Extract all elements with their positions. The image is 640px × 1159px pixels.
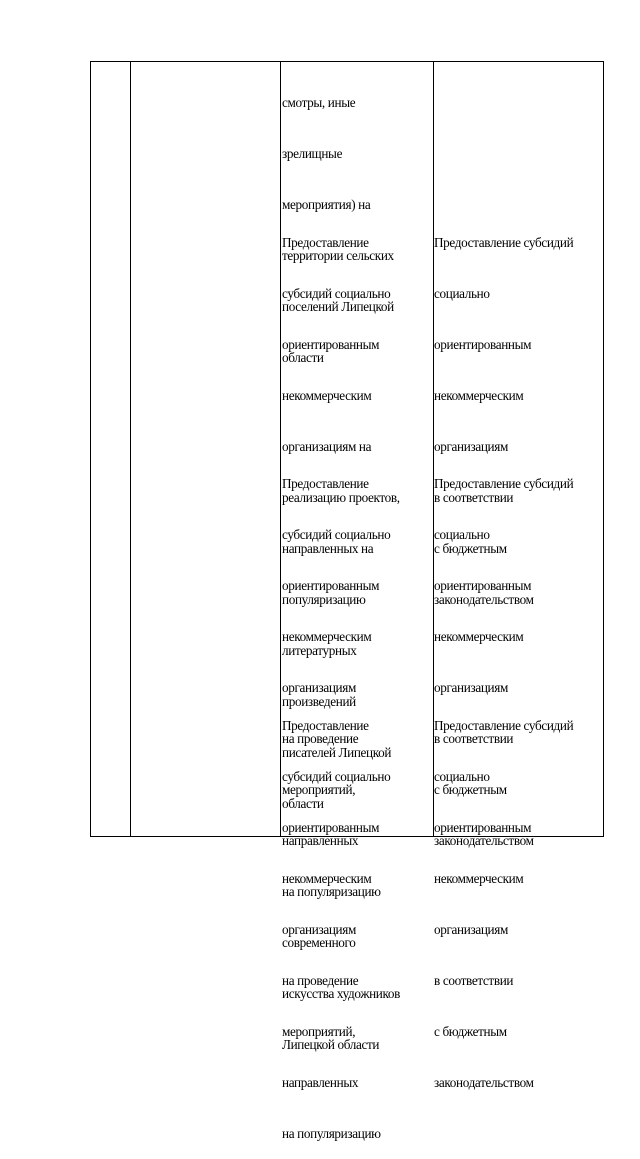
- row-4-activity-line: направленных: [282, 1075, 359, 1090]
- row-3-mechanism-line: с бюджетным: [434, 782, 507, 797]
- row-3-activity-line: мероприятий,: [282, 782, 356, 797]
- row-3-mechanism-line: организациям: [434, 680, 508, 695]
- row-4-activity-line: мероприятий,: [282, 1024, 356, 1039]
- row-3-mechanism-line: социально: [434, 527, 490, 542]
- row-3-activity-line: современного: [282, 935, 356, 950]
- row-3-activity-line: Предоставление: [282, 476, 369, 491]
- row-2-activity-line: произведений: [282, 694, 356, 709]
- row-4-mechanism-line: организациям: [434, 922, 508, 937]
- row-3-mechanism-line: ориентированным: [434, 578, 532, 593]
- row-2-activity-line: некоммерческим: [282, 388, 372, 403]
- row-4-activity-line: на популяризацию: [282, 1126, 381, 1141]
- row-2-mechanism-line: законодательством: [434, 592, 534, 607]
- row-4-mechanism-line: социально: [434, 769, 490, 784]
- row-3-mechanism-line: законодательством: [434, 833, 534, 848]
- row-4-activity-line: Предоставление: [282, 718, 369, 733]
- row-2-activity-line: субсидий социально: [282, 286, 391, 301]
- row-2-activity-line: реализацию проектов,: [282, 490, 400, 505]
- row-4-activity-line: ориентированным: [282, 820, 380, 835]
- row-1-activity-line: области: [282, 350, 324, 365]
- row-2-mechanism-line: социально: [434, 286, 490, 301]
- row-1-activity-line: территории сельских: [282, 248, 394, 263]
- row-2-activity-line: области: [282, 796, 324, 811]
- row-3-mechanism-line: в соответствии: [434, 731, 514, 746]
- row-2-activity-line: организациям на: [282, 439, 372, 454]
- row-4-mechanism-line: ориентированным: [434, 820, 532, 835]
- row-3-activity-line: на популяризацию: [282, 884, 381, 899]
- row-4-activity-cell: [282, 683, 390, 1159]
- row-1-activity-line: зрелищные: [282, 146, 343, 161]
- row-2-activity-line: писателей Липецкой: [282, 745, 392, 760]
- row-2-mechanism-line: в соответствии: [434, 490, 514, 505]
- row-2-activity-line: популяризацию: [282, 592, 366, 607]
- column-divider-1: [130, 62, 131, 836]
- row-2-mechanism-line: организациям: [434, 439, 508, 454]
- row-3-activity-line: искусства художников: [282, 986, 401, 1001]
- row-2-activity-line: ориентированным: [282, 337, 380, 352]
- row-2-mechanism-line: ориентированным: [434, 337, 532, 352]
- row-3-mechanism-line: некоммерческим: [434, 629, 524, 644]
- row-3-activity-line: организациям: [282, 680, 356, 695]
- row-3-activity-line: направленных: [282, 833, 359, 848]
- row-3-activity-line: ориентированным: [282, 578, 380, 593]
- row-4-mechanism-line: некоммерческим: [434, 871, 524, 886]
- row-2-mechanism-line: Предоставление субсидий: [434, 235, 574, 250]
- column-divider-2: [280, 62, 281, 836]
- row-3-activity-line: Липецкой области: [282, 1037, 380, 1052]
- row-4-mechanism-cell: [434, 683, 573, 1108]
- row-2-activity-line: Предоставление: [282, 235, 369, 250]
- row-4-activity-line: некоммерческим: [282, 871, 372, 886]
- row-2-mechanism-line: с бюджетным: [434, 541, 507, 556]
- row-1-activity-line: смотры, иные: [282, 95, 356, 110]
- row-3-activity-line: некоммерческим: [282, 629, 372, 644]
- row-2-activity-line: литературных: [282, 643, 357, 658]
- row-3-activity-line: субсидий социально: [282, 527, 391, 542]
- row-4-mechanism-line: в соответствии: [434, 973, 514, 988]
- row-1-activity-line: мероприятия) на: [282, 197, 371, 212]
- row-3-mechanism-line: Предоставление субсидий: [434, 476, 574, 491]
- row-1-activity-line: поселений Липецкой: [282, 299, 394, 314]
- row-4-activity-line: субсидий социально: [282, 769, 391, 784]
- row-4-mechanism-line: законодательством: [434, 1075, 534, 1090]
- row-4-mechanism-line: Предоставление субсидий: [434, 718, 574, 733]
- row-4-mechanism-line: с бюджетным: [434, 1024, 507, 1039]
- row-3-activity-line: на проведение: [282, 731, 359, 746]
- row-4-activity-line: на проведение: [282, 973, 359, 988]
- row-2-mechanism-line: некоммерческим: [434, 388, 524, 403]
- row-2-activity-line: направленных на: [282, 541, 374, 556]
- row-4-activity-line: организациям: [282, 922, 356, 937]
